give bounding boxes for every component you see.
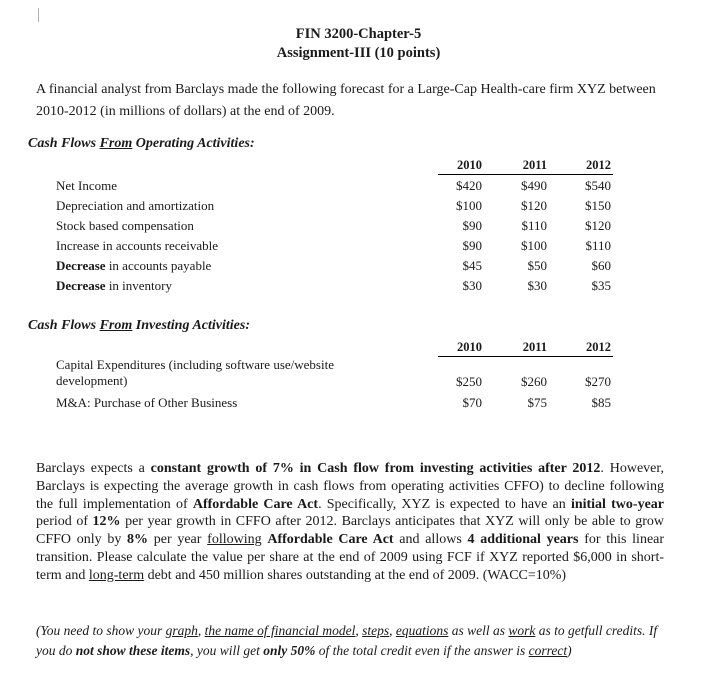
cell-value: $75 [527,395,547,410]
cell-value: $120 [521,198,547,213]
investing-title-from: From [99,318,133,333]
row-label: M&A: Purchase of Other Business [56,395,238,410]
cell-value: $540 [585,178,611,193]
cell-value: $35 [591,278,611,293]
investing-section-title [28,318,250,334]
investing-year-2011: 2011 [522,340,547,354]
investing-year-2010: 2010 [457,340,482,354]
investing-header-rule [438,356,613,357]
text-cursor [38,8,39,22]
operating-title-suffix: Operating Activities: [132,136,255,151]
cell-value: $45 [462,258,482,273]
row-label: Capital Expenditures (including software use/website development) [56,357,334,388]
course-title: FIN 3200-Chapter-5 [295,26,422,42]
cell-value: $90 [462,218,482,233]
row-label: Depreciation and amortization [56,198,215,213]
cell-value: $260 [521,374,547,389]
investing-year-2012: 2012 [586,340,611,354]
problem-paragraph: Barclays expects a constant growth of 7% in Cash flow from investing activities after 2012. However, Barclays is expecting the average growth in cash flows from operating activities CFFO) to decline following the full implementation of Affordable Care Act. Specifically, XYZ is expected to have an initial two-year period of 12% per year growth in CFFO after 2012. Barclays anticipates that XYZ will only be able to grow CFFO only by 8% per year following Affordable Care Act and allows 4 additional years for this linear transition. Please calculate the value per share at the end of 2009 using FCF if XYZ reported $6,000 in short-term and long-term debt and 450 million shares outstanding at the end of 2009. (WACC=10%) [36,461,665,583]
row-label: Decrease in accounts payable [56,258,212,273]
cell-value: $70 [462,395,482,410]
cell-value: $85 [591,395,611,410]
operating-title-from: From [99,136,133,151]
cell-value: $110 [585,238,611,253]
cell-value: $250 [456,374,482,389]
cell-value: $150 [585,198,611,213]
operating-year-2011: 2011 [522,158,547,172]
cell-value: $420 [456,178,482,193]
cell-value: $50 [527,258,547,273]
intro-paragraph: A financial analyst from Barclays made the following forecast for a Large-Cap Health-care firm XYZ between 2010-2012 (in millions of dollars) at the end of 2009. [36,82,656,119]
assignment-title: Assignment-III (10 points) [276,45,441,61]
cell-value: $60 [591,258,611,273]
operating-section-title [28,136,255,152]
cell-value: $30 [462,278,482,293]
operating-year-2012: 2012 [586,158,611,172]
cell-value: $30 [527,278,547,293]
row-label: Stock based compensation [56,218,194,233]
cell-value: $90 [462,238,482,253]
cell-value: $100 [456,198,482,213]
cell-value: $110 [521,218,547,233]
row-label: Net Income [56,178,118,193]
investing-title-suffix: Investing Activities: [132,318,250,333]
grading-note: (You need to show your graph, the name of financial model, steps, equations as well as work as to getfull credits. If you do not show these items, you will get only 50% of the total credit even if the answer is correct) [36,623,658,658]
operating-title-prefix: Cash Flows [28,136,100,151]
cell-value: $490 [521,178,547,193]
cell-value: $270 [585,374,611,389]
cell-value: $120 [585,218,611,233]
row-label: Decrease in inventory [56,278,172,293]
cell-value: $100 [521,238,547,253]
row-label: Increase in accounts receivable [56,238,219,253]
operating-year-2010: 2010 [457,158,482,172]
operating-header-rule [438,174,613,175]
investing-title-prefix: Cash Flows [28,318,100,333]
